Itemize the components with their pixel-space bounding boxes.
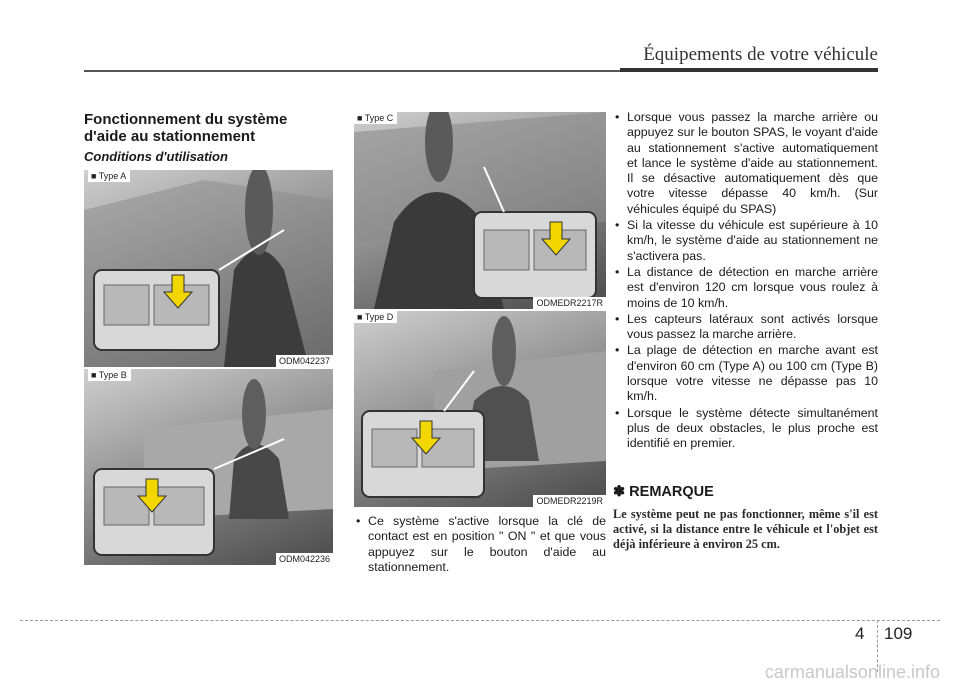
photo-type-a-code: ODM042237 xyxy=(276,355,333,367)
photo-type-a-label: ■ Type A xyxy=(88,170,130,182)
list-item: • Lorsque vous passez la marche arrière ou appuyez sur le bouton SPAS, le voyant d'aide au stationnement s'active automatiquement et lance le système d'aide au stationnement. Il se désactive automatiquement dès que votre vitesse dépasse 40 km/h. (Sur véhicules équipé du SPAS) xyxy=(613,110,878,217)
right-bullet-list xyxy=(613,110,878,453)
list-item: • Lorsque le système détecte simultanément plus de deux obstacles, le plus proche est identifié en premier. xyxy=(613,406,878,452)
list-item: • Les capteurs latéraux sont activés lorsque vous passez la marche arrière. xyxy=(613,312,878,343)
photo-type-b xyxy=(84,369,333,565)
header-rule-accent xyxy=(620,68,878,72)
photo-type-b-label: ■ Type B xyxy=(88,369,131,381)
page-number: 109 xyxy=(884,624,913,643)
section-title: Fonctionnement du système d'aide au stationnement xyxy=(84,111,288,145)
note-text: Le système peut ne pas fonctionner, même s'il est activé, si la distance entre le véhicule et l'objet est déjà inférieure à environ 25 cm. xyxy=(613,507,878,551)
photo-type-d-code: ODMEDR2219R xyxy=(533,495,606,507)
photo-type-d-label: ■ Type D xyxy=(354,311,397,323)
gear-shift-illustration xyxy=(354,112,606,309)
gear-shift-illustration xyxy=(84,369,333,565)
list-item: • Si la vitesse du véhicule est supérieure à 10 km/h, le système d'aide au stationnement ne s'activera pas. xyxy=(613,218,878,264)
note-title: ✽ REMARQUE xyxy=(613,484,714,500)
photo-type-c xyxy=(354,112,606,309)
gear-shift-illustration xyxy=(84,170,333,367)
watermark: carmanualsonline.info xyxy=(764,662,940,682)
photo-type-b-code: ODM042236 xyxy=(276,553,333,565)
middle-bullet-list xyxy=(354,514,606,576)
footer-rule xyxy=(20,620,940,621)
gear-shift-illustration xyxy=(354,311,606,507)
photo-type-c-code: ODMEDR2217R xyxy=(533,297,606,309)
photo-type-d xyxy=(354,311,606,507)
section-subtitle: Conditions d'utilisation xyxy=(84,149,228,164)
photo-type-a xyxy=(84,170,333,367)
list-item: • Ce système s'active lorsque la clé de contact est en position " ON " et que vous appuyez sur le bouton d'aide au stationnement. xyxy=(354,514,606,575)
chapter-number: 4 xyxy=(855,624,865,643)
list-item: • La plage de détection en marche avant est d'environ 60 cm (Type A) ou 100 cm (Type B) lorsque votre vitesse ne dépasse pas 10 km/h. xyxy=(613,343,878,404)
photo-type-c-label: ■ Type C xyxy=(354,112,397,124)
list-item: • La distance de détection en marche arrière est d'environ 120 cm lorsque vous roulez à moins de 10 km/h. xyxy=(613,265,878,311)
header-title: Équipements de votre véhicule xyxy=(643,44,878,65)
